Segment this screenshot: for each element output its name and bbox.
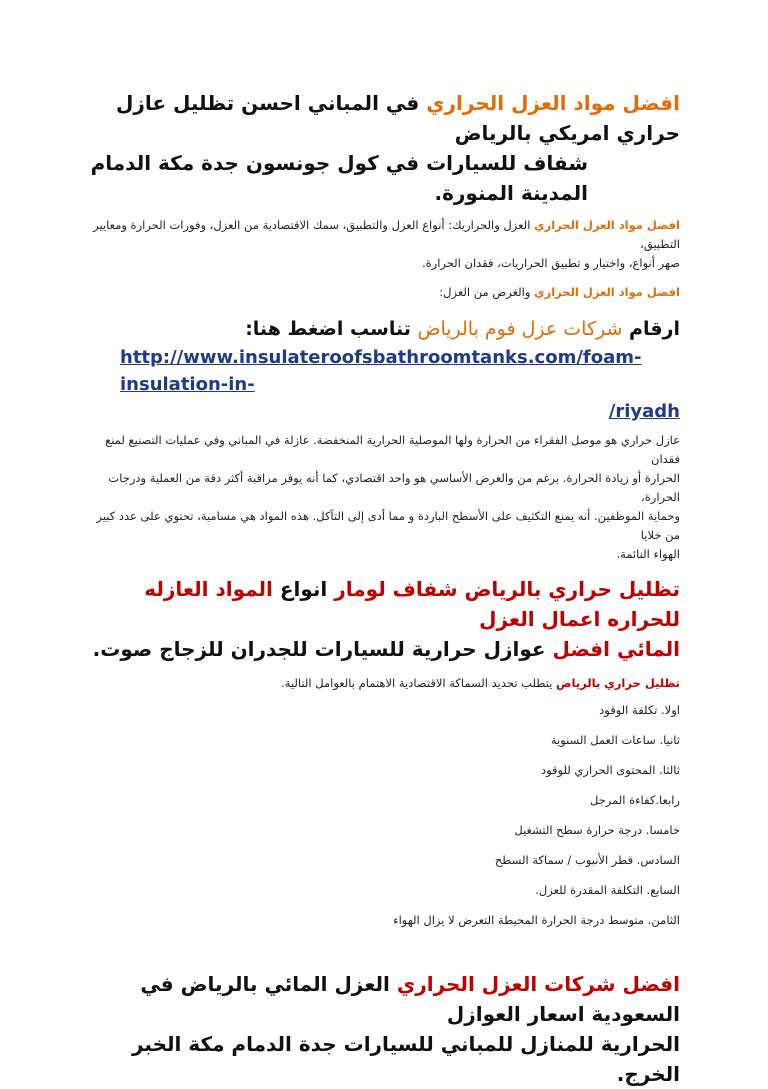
- factors-list: [88, 702, 680, 929]
- list-item: الثامن. متوسط درجة الحرارة المحيطة التعرض لا يزال الهواء: [393, 913, 680, 927]
- description-line2: الحرارة أو زيادة الحرارة. برغم من والغرض الأساسي هو واحد اقتصادي، كما أنه يوفر مراقبة أكثر دقة من العملية ودرجات الحرارة،: [108, 471, 680, 504]
- title-line2-text: شفاف للسيارات في كول جونسون جدة مكة الدمام المدينة المنورة.: [90, 151, 588, 205]
- list-item: ثالثا. المحتوى الحراري للوقود: [540, 763, 680, 777]
- cta-accent[interactable]: شركات عزل فوم بالرياض: [417, 318, 623, 340]
- list-item: اولا. تكلفة الوقود: [599, 703, 680, 717]
- list-item: رابعا.كفاءة المرجل: [589, 793, 680, 807]
- heading2-mid1: انواع: [272, 577, 335, 601]
- list-item: ثانيا. ساعات العمل السنوية: [550, 733, 680, 747]
- heading2-mid2: عوازل حرارية للسيارات للجدران للزجاج صوت.: [92, 637, 553, 661]
- purpose-text: والغرض من العزل:: [439, 285, 535, 299]
- description-line4: الهواء النائمة.: [616, 547, 680, 561]
- heading3-line2: الحرارية للمنازل للمباني للسيارات جدة الدمام مكة الخبر الخرج.: [131, 1032, 680, 1086]
- description-line1: عازل حراري هو موصل الفقراء من الحرارة ولها الموصلية الحرارية المنخفضة. عازلة في المباني وفي عمليات التصنيع لمنع فقدان: [105, 433, 680, 466]
- section-heading-3: [88, 969, 680, 1029]
- heading2-accent1: تظليل حراري بالرياض شفاف لومار: [334, 577, 680, 601]
- heading3-text1: العزل المائي بالرياض في السعودية اسعار العوازل: [140, 972, 680, 1026]
- intro-text1: العزل والحراريك: أنواع العزل والتطبيق، سمك الاقتصادية من العزل، وفورات الحرارة ومعايير التطبيق،: [93, 218, 680, 251]
- cta-suffix: تناسب اضغط هنا:: [245, 318, 418, 340]
- intro-text2: صهر أنواع، واختيار و تطبيق الحراريات، فقدان الحرارة.: [421, 256, 680, 270]
- list-item: خامسا. درجة حرارة سطح التشغيل: [514, 823, 680, 837]
- heading2-accent3: المائي افضل: [552, 637, 680, 661]
- list-item: السادس. قطر الأنبوب / سماكة السطح: [494, 853, 680, 867]
- description-paragraph: [88, 431, 680, 564]
- title-accent: افضل مواد العزل الحراري: [426, 91, 680, 115]
- factors-accent: تظليل حراري بالرياض: [556, 676, 680, 690]
- purpose-line: [88, 283, 680, 302]
- main-title: [88, 88, 680, 148]
- main-title-line2: [88, 148, 680, 208]
- purpose-accent: افضل مواد العزل الحراري: [534, 285, 680, 299]
- riyadh-link-line1[interactable]: http://www.insulateroofsbathroomtanks.com/foam-insulation-in-: [120, 347, 642, 395]
- description-line3: وحماية الموظفين. أنه يمنع التكثيف على الأسطح الباردة و مما أدى إلى التآكل. هذه المواد هي مسامية، تحتوي على عدد كبير من خلايا: [96, 509, 680, 542]
- section-heading-2: [88, 574, 680, 634]
- riyadh-link-line2[interactable]: /riyadh: [608, 401, 680, 422]
- heading3-accent: افضل شركات العزل الحراري: [396, 972, 680, 996]
- section-heading-2-line2: [88, 634, 680, 664]
- heading2-accent2: المواد العازله للحراره اعمال العزل: [144, 577, 680, 631]
- title-text: في المباني احسن تظليل عازل حراري امريكي بالرياض: [116, 91, 680, 145]
- intro-paragraph-line2: [88, 254, 680, 273]
- intro-paragraph: [88, 216, 680, 254]
- intro-accent: افضل مواد العزل الحراري: [534, 218, 680, 232]
- factors-text: يتطلب تحديد السماكة الاقتصادية الاهتمام بالعوامل التالية.: [281, 676, 557, 690]
- list-item: السابع. التكلفة المقدرة للعزل.: [535, 883, 680, 897]
- section-heading-3-line2: [88, 1029, 680, 1089]
- factors-intro: [88, 674, 680, 693]
- cta-heading: [88, 314, 680, 344]
- cta-prefix: ارقام: [622, 318, 680, 340]
